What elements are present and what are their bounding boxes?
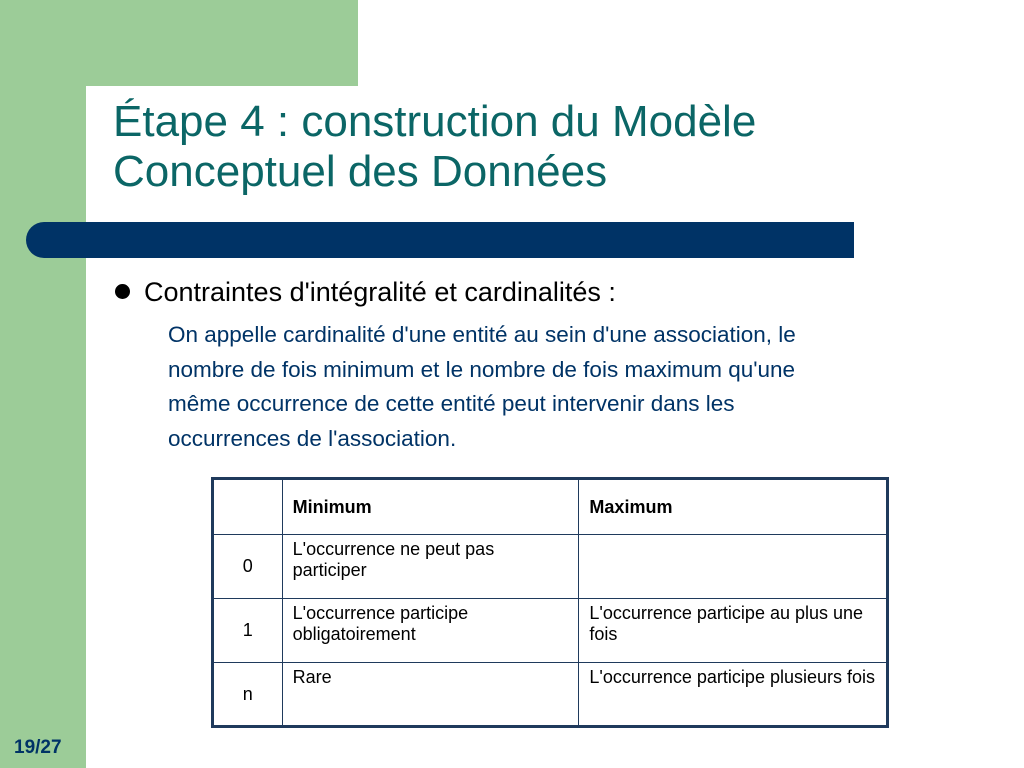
table-cell-maximum: L'occurrence participe au plus une fois <box>579 599 888 663</box>
bullet-item <box>115 274 995 310</box>
table-cell-maximum: L'occurrence participe plusieurs fois <box>579 663 888 727</box>
bullet-text: Contraintes d'intégralité et cardinalités : <box>144 277 616 307</box>
slide-title <box>113 97 993 197</box>
cardinality-table <box>211 477 889 728</box>
table-header-cell: Maximum <box>579 479 888 535</box>
table-cell-minimum: L'occurrence ne peut pas participer <box>282 535 579 599</box>
paragraph-line: occurrences de l'association. <box>168 425 457 451</box>
left-green-band <box>0 0 86 768</box>
bullet-icon <box>115 284 130 299</box>
slide-title-line-1: Étape 4 : construction du Modèle <box>113 97 757 146</box>
table-cell-maximum <box>579 535 888 599</box>
table-cell-key: 1 <box>213 599 283 663</box>
paragraph-line: même occurrence de cette entité peut intervenir dans les <box>168 391 735 416</box>
table-header-cell <box>213 479 283 535</box>
table-header-cell: Minimum <box>282 479 579 535</box>
title-divider-bar <box>26 222 854 258</box>
table-row <box>213 599 888 663</box>
table-row <box>213 535 888 599</box>
table-cell-key: 0 <box>213 535 283 599</box>
page-number: 19/27 <box>14 737 62 758</box>
paragraph-line: nombre de fois minimum et le nombre de fois maximum qu'une <box>168 356 796 382</box>
table-cell-minimum: Rare <box>282 663 579 727</box>
table-row <box>213 663 888 727</box>
table-header-row <box>213 479 888 535</box>
paragraph-line: On appelle cardinalité d'une entité au sein d'une association, le <box>168 322 796 347</box>
definition-paragraph <box>168 318 978 456</box>
table-cell-key: n <box>213 663 283 727</box>
table-cell-minimum: L'occurrence participe obligatoirement <box>282 599 579 663</box>
top-green-band <box>0 0 358 86</box>
slide-title-line-2: Conceptuel des Données <box>113 147 608 196</box>
